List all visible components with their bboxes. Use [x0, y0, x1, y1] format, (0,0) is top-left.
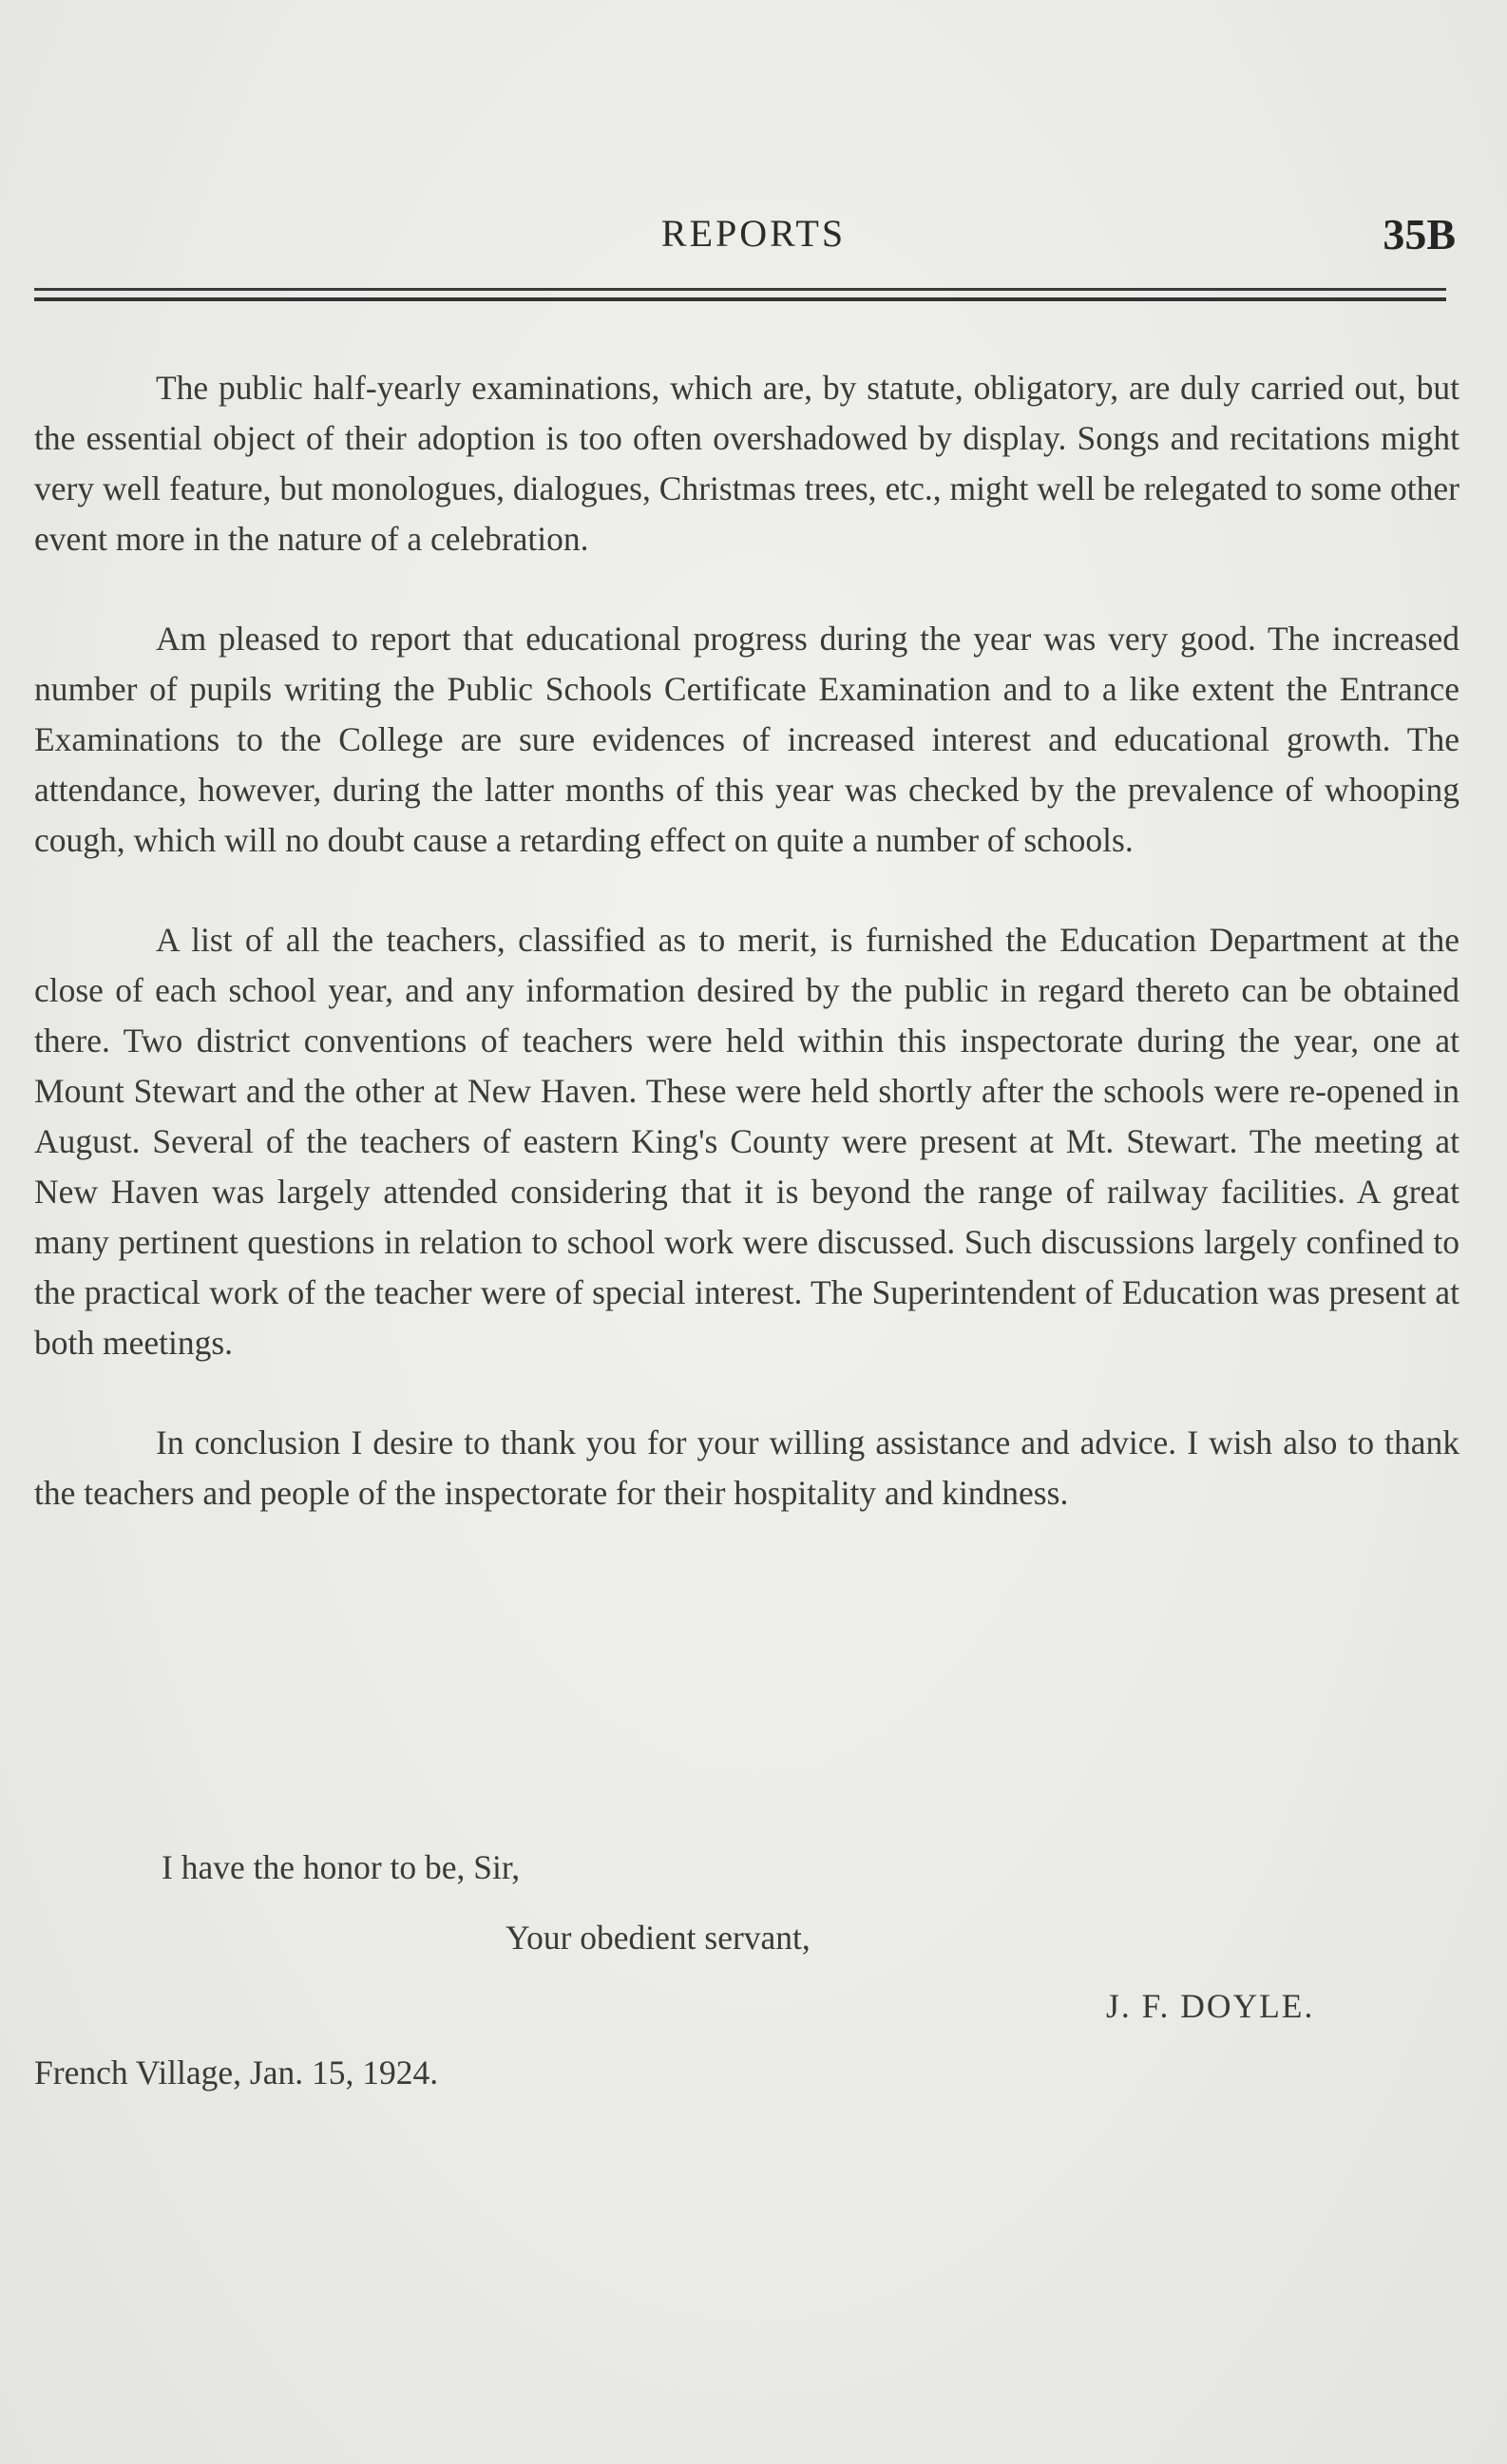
closing-honor: I have the honor to be, Sir, [162, 1848, 521, 1886]
running-head: REPORTS [660, 212, 847, 255]
paragraph-progress: Am pleased to report that educational progress during the year was very good. The increased number of pupils writing the Public Schools Certificate Examination and to a like extent the Entrance Examinations to the College are sure evidences of increased interest and educational growth. The attendance, however, during the latter months of this year was checked by the prevalence of whooping cough, which will no doubt cause a retarding effect on quite a number of schools. [34, 620, 1459, 859]
report-body [34, 363, 1459, 1568]
header-rule-bottom [34, 297, 1446, 301]
dateline: French Village, Jan. 15, 1924. [34, 2053, 439, 2092]
paragraph-examinations: The public half-yearly examinations, which are, by statute, obligatory, are duly carried out, but the essential object of their adoption is too often overshadowed by display. Songs and recitations might very well feature, but monologues, dialogues, Christmas trees, etc., might well be relegated to some other event more in the nature of a celebration. [34, 369, 1459, 558]
page-number: 35B [1383, 210, 1456, 258]
page-header [0, 211, 1507, 268]
signature: J. F. DOYLE. [1106, 1987, 1315, 2025]
paragraph-conclusion: In conclusion I desire to thank you for your willing assistance and advice. I wish also to thank the teachers and people of the inspectorate for their hospitality and kindness. [34, 1423, 1459, 1512]
header-rule-top [34, 288, 1446, 291]
closing-servant: Your obedient servant, [506, 1919, 811, 1957]
paragraph-teachers: A list of all the teachers, classified as to merit, is furnished the Education Department at the close of each school year, and any information desired by the public in regard thereto can be obtained there. Two district conventions of teachers were held within this inspectorate during the year, one at Mount Stewart and the other at New Haven. These were held shortly after the schools were re-opened in August. Several of the teachers of eastern King's County were present at Mt. Stewart. The meeting at New Haven was largely attended considering that it is beyond the range of railway facilities. A great many pertinent questions in relation to school work were discussed. Such discussions largely confined to the practical work of the teacher were of special interest. The Superintendent of Education was present at both meetings. [34, 921, 1459, 1362]
